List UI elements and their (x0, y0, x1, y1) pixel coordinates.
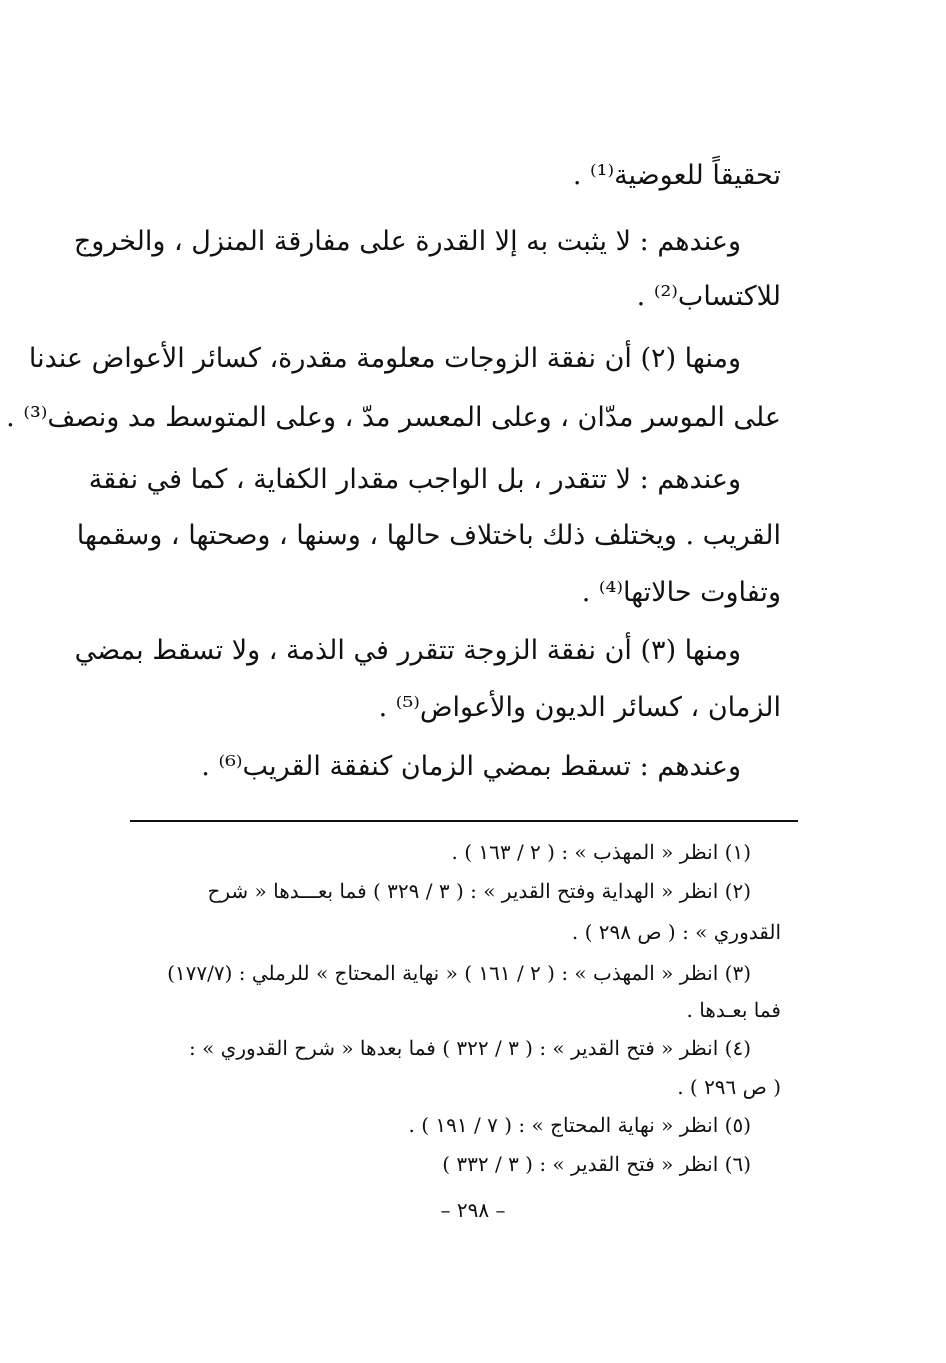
footnote-1: (١) انظر « المهذب » : ( ٢ / ١٦٣ ) . (451, 840, 751, 864)
body-line-4: ومنها (٢) أن نفقة الزوجات معلومة مقدرة، كسائر الأعواض عندنا (28, 343, 741, 374)
body-line-7: القريب . ويختلف ذلك باختلاف حالها ، وسنها ، وصحتها ، وسقمها (76, 520, 781, 551)
footnote-5: (٥) انظر « نهاية المحتاج » : ( ٧ / ١٩١ ) . (408, 1113, 751, 1137)
footnote-6: (٦) انظر « فتح القدير » : ( ٣ / ٣٣٢ ) (442, 1152, 751, 1176)
footnote-2: (٢) انظر « الهداية وفتح القدير » : ( ٣ / ٣٢٩ ) فما بعـــدها « شرح (207, 879, 751, 903)
body-line-2: وعندهم : لا يثبت به إلا القدرة على مفارقة المنزل ، والخروج (73, 226, 741, 257)
body-line-5: على الموسر مدّان ، وعلى المعسر مدّ ، وعلى المتوسط مد ونصف⁽³⁾ . (6, 402, 781, 433)
footnote-3: (٣) انظر « المهذب » : ( ٢ / ١٦١ ) « نهاية المحتاج » للرملي : (١٧٧/٧) (167, 961, 751, 985)
body-line-8: وتفاوت حالاتها⁽⁴⁾ . (581, 577, 781, 608)
footnote-4-cont: ( ص ٢٩٦ ) . (677, 1075, 781, 1099)
footnote-separator (130, 820, 798, 822)
footnote-3-cont: فما بعـدها . (686, 998, 781, 1022)
page-number: – ٢٩٨ – (440, 1198, 506, 1222)
body-line-3: للاكتساب⁽²⁾ . (636, 281, 781, 312)
footnote-4: (٤) انظر « فتح القدير » : ( ٣ / ٣٢٢ ) فما بعدها « شرح القدوري » : (188, 1036, 751, 1060)
body-line-9: ومنها (٣) أن نفقة الزوجة تتقرر في الذمة ، ولا تسقط بمضي (74, 635, 741, 666)
body-line-11: وعندهم : تسقط بمضي الزمان كنفقة القريب⁽⁶⁾ . (201, 751, 741, 782)
body-line-6: وعندهم : لا تتقدر ، بل الواجب مقدار الكفاية ، كما في نفقة (88, 464, 741, 495)
body-line-1: تحقيقاً للعوضية⁽¹⁾ . (572, 160, 781, 191)
footnote-2-cont: القدوري » : ( ص ٢٩٨ ) . (571, 920, 781, 944)
body-line-10: الزمان ، كسائر الديون والأعواض⁽⁵⁾ . (378, 692, 781, 723)
